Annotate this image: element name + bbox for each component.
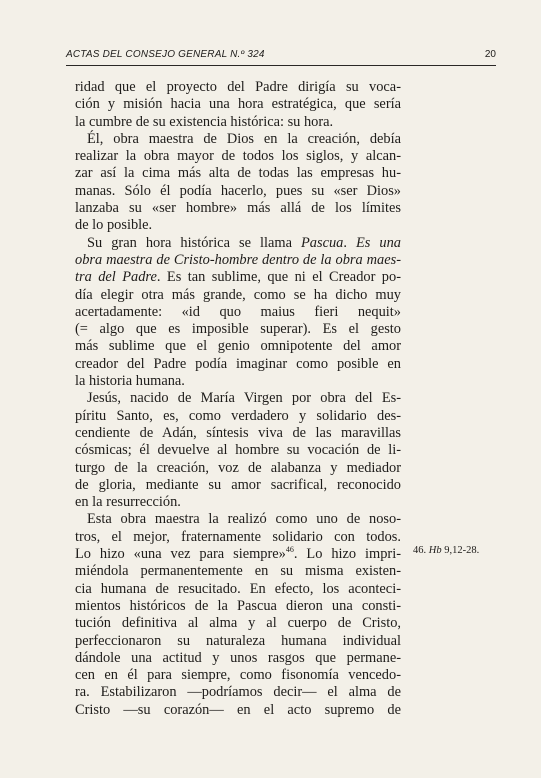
text-line: en la resurrección. bbox=[75, 494, 181, 511]
text-line: Esta obra maestra la realizó como uno de noso- bbox=[87, 511, 401, 528]
text-line: la cumbre de su existencia histórica: su hora. bbox=[75, 113, 334, 130]
text-line: cendiente de Adán, síntesis viva de las maravillas bbox=[75, 424, 401, 441]
text-line: perfeccionaron su naturaleza humana individual bbox=[75, 632, 401, 649]
text-line: Jesús, nacido de María Virgen por obra del Es- bbox=[87, 390, 401, 407]
text-line: mientos históricos de la Pascua dieron una consti- bbox=[75, 597, 401, 614]
text-line: Él, obra maestra de Dios en la creación, debía bbox=[87, 130, 401, 147]
text-line bbox=[75, 252, 401, 269]
text-line: tución definitiva al alma y al cuerpo de Cristo, bbox=[75, 615, 401, 632]
text-line: ra. Estabilizaron —podríamos decir— el alma de bbox=[75, 684, 401, 701]
text-line: cósmicas; él devuelve al hombre su vocación de li- bbox=[75, 442, 401, 459]
text-line: ridad que el proyecto del Padre dirigía su voca- bbox=[75, 79, 401, 95]
italic-text: obra maestra de Cristo-hombre dentro de la obra maes- bbox=[75, 251, 401, 268]
text-line: más sublime que el genio omnipotente del amor bbox=[75, 338, 401, 355]
text-line: (= algo que es imposible superar). Es el gesto bbox=[75, 321, 401, 338]
text-line: píritu Santo, es, como verdadero y solidario des- bbox=[75, 407, 401, 424]
text-line: tros, el mejor, fraternamente solidario con todos. bbox=[75, 528, 401, 545]
text-line: turgo de la creación, voz de alabanza y mediador bbox=[75, 459, 401, 476]
text-line bbox=[75, 546, 401, 563]
text-line: día elegir otra más grande, como se ha dicho muy bbox=[75, 286, 401, 303]
text-line: la historia humana. bbox=[75, 373, 185, 390]
note-book: Hb bbox=[428, 545, 442, 556]
text-line: creador del Padre podía imaginar como posible en bbox=[75, 355, 401, 372]
text-run: Lo hizo «una vez para siempre» bbox=[75, 546, 286, 563]
text-run: . Lo hizo impri- bbox=[293, 546, 401, 563]
running-header bbox=[66, 49, 496, 66]
text-line: de lo posible. bbox=[75, 217, 153, 234]
italic-text: tra del Padre bbox=[75, 269, 157, 286]
text-run: Su gran hora histórica se llama bbox=[87, 234, 301, 251]
header-title: ACTAS DEL CONSEJO GENERAL N.º 324 bbox=[66, 49, 265, 60]
text-line: zar así la cima más alta de todas las empresas hu- bbox=[75, 165, 401, 182]
italic-text: Pascua bbox=[300, 234, 344, 251]
text-run: . bbox=[343, 234, 356, 251]
text-line: Cristo —su corazón— en el acto supremo de bbox=[75, 701, 401, 718]
text-line bbox=[75, 269, 401, 286]
footnote-ref: 46 bbox=[285, 545, 294, 555]
text-line: cen en él para siempre, como fisonomía vencedo- bbox=[75, 667, 401, 684]
body-text bbox=[75, 79, 401, 719]
text-line: lanzaba su «ser hombre» más allá de los límites bbox=[75, 200, 401, 217]
text-line: acertadamente: «id quo maius fieri nequit» bbox=[75, 303, 401, 320]
text-line: manas. Sólo él podía hacerlo, pues su «ser Dios» bbox=[75, 182, 401, 199]
page-number: 20 bbox=[484, 49, 496, 60]
text-line: realizar la obra mayor de todos los siglos, y alcan- bbox=[75, 148, 401, 165]
italic-text: Es una bbox=[355, 234, 401, 251]
note-number: 46. bbox=[413, 545, 427, 556]
text-run: . Es tan sublime, que ni el Creador po- bbox=[156, 269, 401, 286]
margin-note-46 bbox=[413, 545, 479, 556]
text-line: cia humana de resucitado. En efecto, los aconteci- bbox=[75, 580, 401, 597]
text-line: ción y misión hacia una hora estratégica, que sería bbox=[75, 96, 401, 113]
note-verses: 9,12-28. bbox=[444, 545, 480, 556]
text-line: dándole una actitud y unos rasgos que permane- bbox=[75, 649, 401, 666]
text-line: miéndola permanentemente en su misma existen- bbox=[75, 563, 401, 580]
text-line: de gloria, mediante su amor sacrifical, reconocido bbox=[75, 476, 401, 493]
text-line bbox=[75, 235, 401, 252]
